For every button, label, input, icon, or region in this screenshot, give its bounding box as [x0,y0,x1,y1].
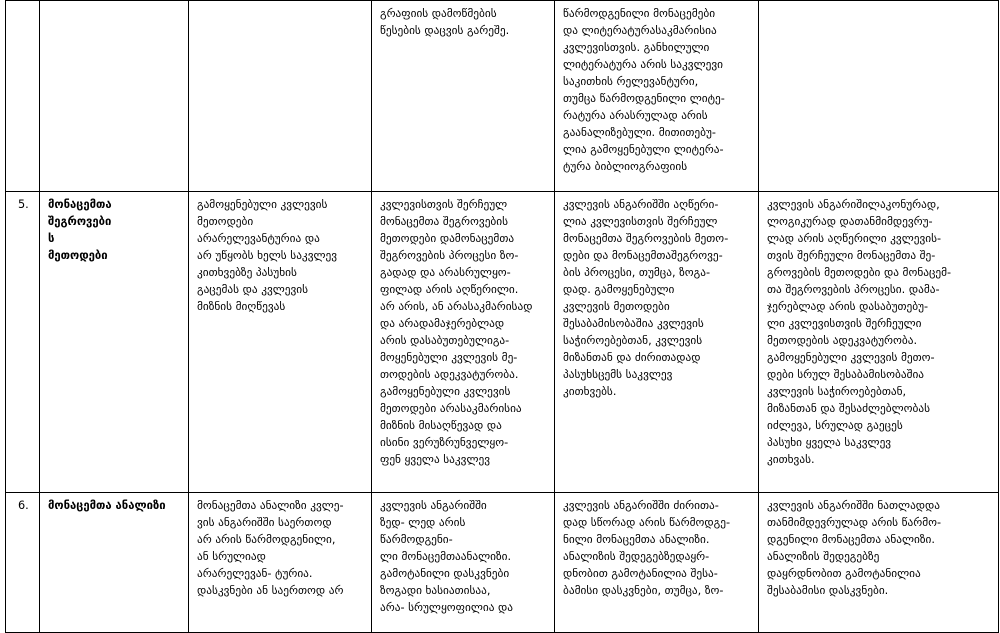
satisfactory-cell: კვლევის ანგარიშში ზედ- ლედ არის წარმოდგენი- ლი მონაცემთაანალიზი. გამოტანილი დასკვნები ზოგადი ხასიათისაა, არა- სრულყოფილია და [372,493,555,633]
table-row [6,1,999,192]
criterion-name: მონაცემთა შეგროვები ს მეთოდები [40,192,189,493]
table-row [6,493,999,633]
excellent-cell: კვლევის ანგარიშილაკონურად, ლოგიკურად დათანმიმდევრუ- ლად არის აღწერილი კვლევის- თვის შერჩეული მონაცემთა შე- გროვების მეთოდები და მონაცემ- თა შეგროვების პროცესი. დამა- ჯერებლად არის დასაბუთებუ- ლი კვლევისთვის შერჩეული მეთოდების ადეკვატურობა. გამოყენებული კვლევის მეთო- დები სრულ შესაბამისობაშია კვლევის საჭიროებებთან, მიზანთან და შესაძლებლობას იძლევა, სრულად გაეცეს პასუხი ყველა საკვლევ კითხვას. [759,192,999,493]
row-number: 5. [6,192,40,493]
criterion-name [40,1,189,192]
table-row [6,192,999,493]
good-cell: წარმოდგენილი მონაცემები და ლიტერატურასაკმარისია კვლევისთვის. განხილული ლიტერატურა არის საკვლევი საკითხის რელევანტური, თუმცა წარმოდგენილი ლიტე- რატურა არასრულად არის გაანალიზებული. მითითებუ- ლია გამოყენებული ლიტერა- ტურა ბიბლიოგრაფიის [555,1,759,192]
criterion-name: მონაცემთა ანალიზი [40,493,189,633]
rubric-table [5,0,999,633]
excellent-cell [759,1,999,192]
good-cell: კვლევის ანგარიშში ძირითა- დად სწორად არის წარმოდგე- ნილი მონაცემთა ანალიზი. ანალიზის შედეგებზედაყრ- დნობით გამოტანილია შესა- ბამისი დასკვნები, თუმცა, ზო- [555,493,759,633]
unsatisfactory-cell: მონაცემთა ანალიზი კვლე- ვის ანგარიშში საერთოდ არ არის წარმოდგენილი, ან სრულიად არარელევან- ტურია. დასკვნები ან საერთოდ არ [189,493,372,633]
satisfactory-cell: კვლევისთვის შერჩეულ მონაცემთა შეგროვების მეთოდები დამონაცემთა შეგროვების პროცესი ზო- გადად და არასრულყო- ფილად არის აღწერილი. არ არის, ან არასაკმარისად და არადამაჯერებლად არის დასაბუთებულიგა- მოყენებული კვლევის მე- თოდების ადეკვატურობა. გამოყენებული კვლევის მეთოდები არასაკმარისია მიზნის მისაღწევად და ისინი ვერუზრუნველყო- ფენ ყველა საკვლევ [372,192,555,493]
row-number [6,1,40,192]
unsatisfactory-cell: გამოყენებული კვლევის მეთოდები არარელევანტურია და არ უწყობს ხელს საკვლევ კითხვებზე პასუხის გაცემას და კვლევის მიზნის მიღწევას [189,192,372,493]
row-number: 6. [6,493,40,633]
satisfactory-cell: გრაფიის დამოწმების წესების დაცვის გარეშე. [372,1,555,192]
good-cell: კვლევის ანგარიშში აღწერი- ლია კვლევისთვის შერჩეულ მონაცემთა შეგროვების მეთო- დები და მონაცემთაშეგროვე- ბის პროცესი, თუმცა, ზოგა- დად. გამოყენებული კვლევის მეთოდები შესაბამისობაშია კვლევის საჭიროებებთან, კვლევის მიზანთან და ძირითადად პასუხსცემს საკვლევ კითხვებს. [555,192,759,493]
excellent-cell: კვლევის ანგარიშში ნათლადდა თანმიმდევრულად არის წარმო- დგენილი მონაცემთა ანალიზი. ანალიზის შედეგებზე დაყრდნობით გამოტანილია შესაბამისი დასკვნები. [759,493,999,633]
unsatisfactory-cell [189,1,372,192]
